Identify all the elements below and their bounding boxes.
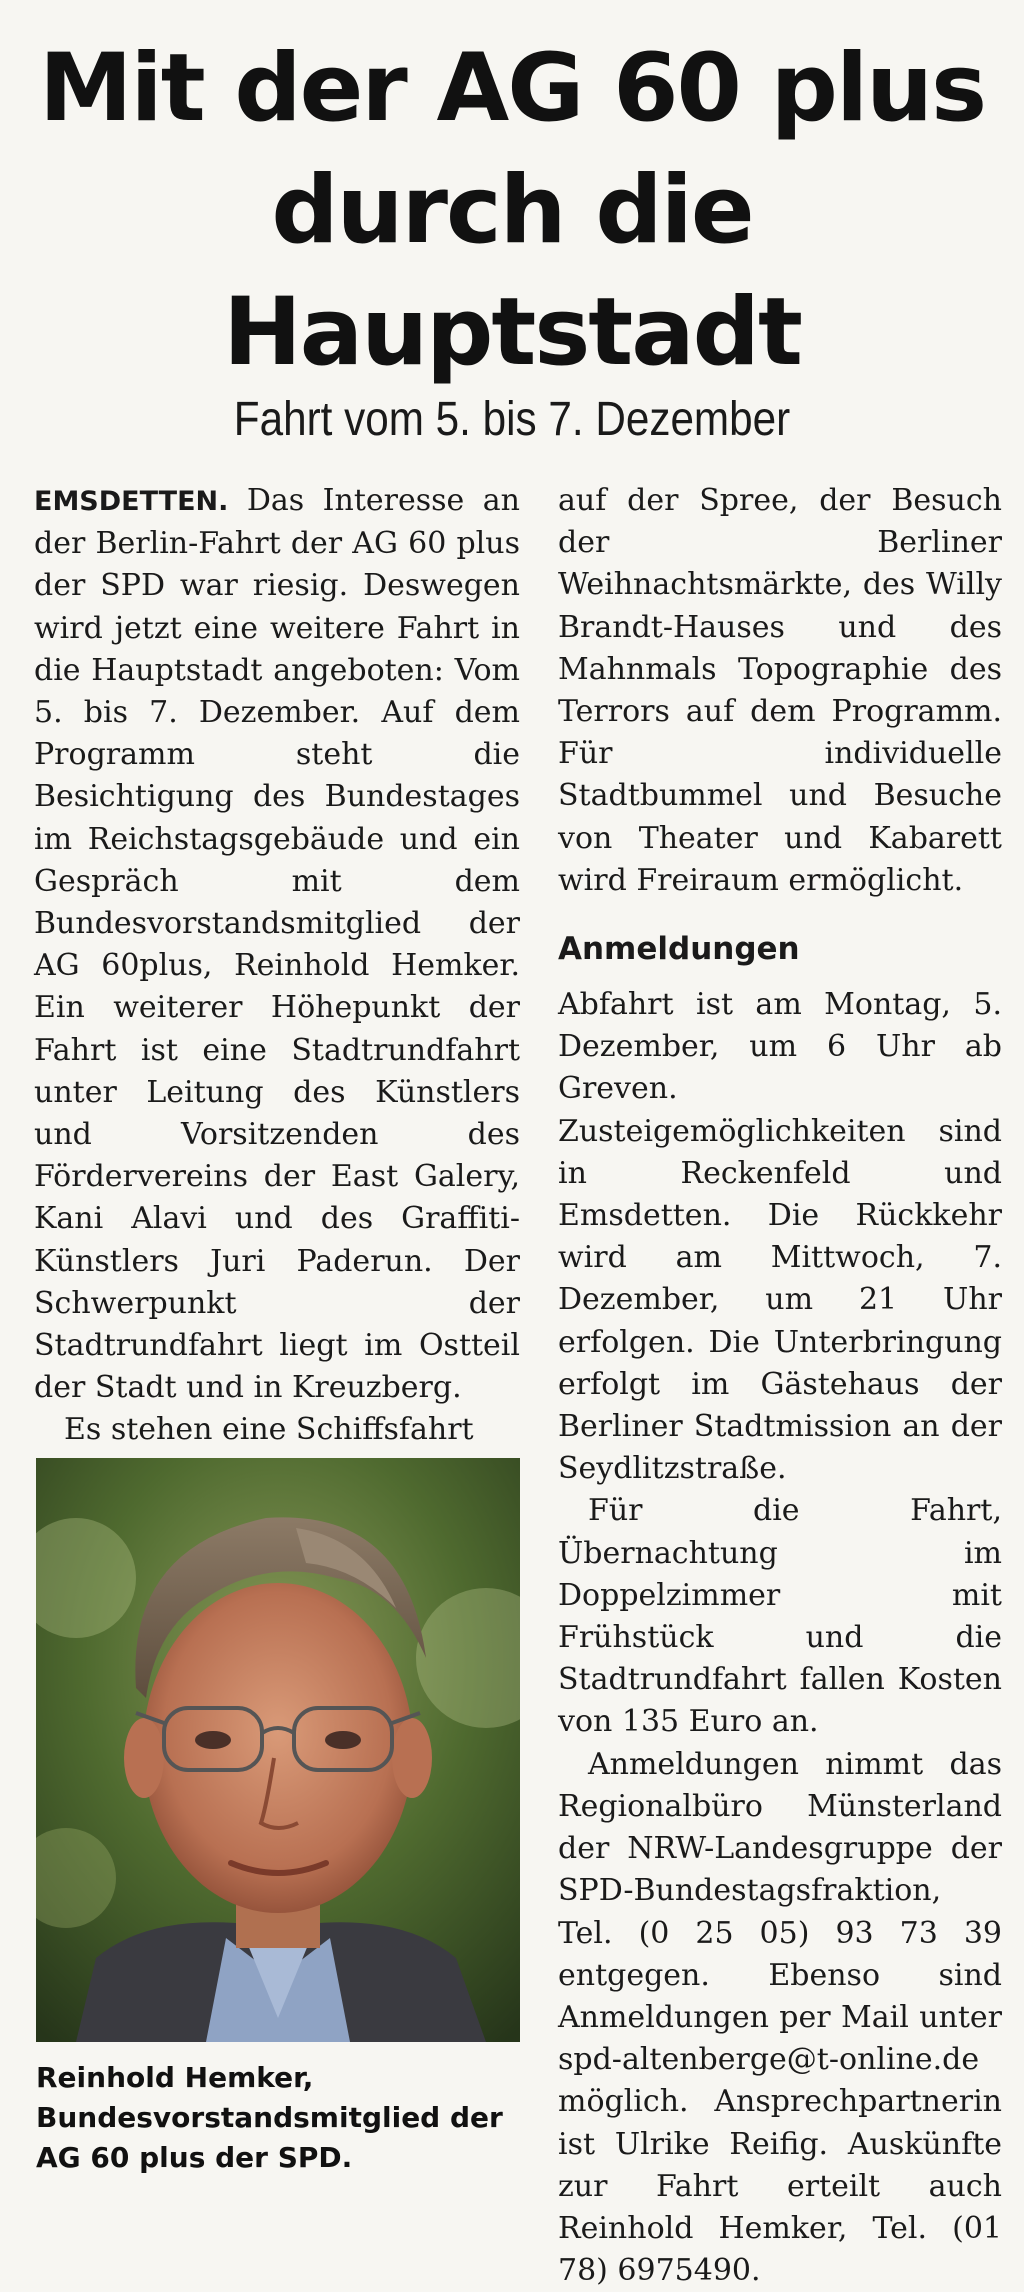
article-subheadline: Fahrt vom 5. bis 7. Dezember xyxy=(233,393,791,446)
photo-caption: Reinhold Hemker, Bundesvorstandsmitglied der AG 60 plus der SPD. xyxy=(36,2061,503,2174)
article-paragraph-2: Es stehen eine Schiffsfahrt xyxy=(64,1412,474,1448)
article-paragraph-6: Anmeldungen nimmt das Regionalbüro Münsterland der NRW-Landesgruppe der SPD-Bundestagsfraktion, Tel. (0 25 05) 93 73 39 entgegen. Ebenso sind Anmeldungen per Mail unter spd-altenberge@t-online.de möglich. Ansprechpartnerin ist Ulrike Reifig. Auskünfte zur Fahrt erteilt auch Reinhold Hemker, Tel. (01 78) 6975490. xyxy=(558,1746,1002,2289)
article-column-left xyxy=(34,480,520,1452)
headline-line-2: durch die xyxy=(271,156,753,265)
dateline: EMSDETTEN. xyxy=(34,486,229,517)
portrait-photo xyxy=(36,1458,520,2042)
section-heading-anmeldungen: Anmeldungen xyxy=(558,931,800,968)
headline-line-3: Hauptstadt xyxy=(223,278,801,387)
portrait-photo-icon xyxy=(36,1458,520,2042)
article-column-right xyxy=(558,480,1002,2292)
article-paragraph-5: Für die Fahrt, Übernachtung im Doppelzimmer mit Frühstück und die Stadtrundfahrt fallen Kosten von 135 Euro an. xyxy=(558,1493,1002,1740)
paragraph-1-text: Das Interesse an der Berlin-Fahrt der AG 60 plus der SPD war riesig. Deswegen wird jetzt eine weitere Fahrt in die Hauptstadt angeboten: Vom 5. bis 7. Dezember. Auf dem Programm steht die Besichtigung des Bundestages im Reichstagsgebäude und ein Gespräch mit dem Bundesvorstandsmitglied der AG 60plus, Reinhold Hemker. Ein weiterer Höhepunkt der Fahrt ist eine Stadtrundfahrt unter Leitung des Künstlers und Vorsitzenden des Fördervereins der East Galery, Kani Alavi und des Graffiti-Künstlers Juri Paderun. Der Schwerpunkt der Stadtrundfahrt liegt im Ostteil der Stadt und in Kreuzberg. xyxy=(34,483,520,1406)
article-paragraph-1 xyxy=(34,480,520,1409)
article-headline xyxy=(0,28,1024,394)
article-paragraph-3: auf der Spree, der Besuch der Berliner Weihnachtsmärkte, des Willy Brandt-Hauses und des Mahnmals Topographie des Terrors auf dem Programm. Für individuelle Stadtbummel und Besuche von Theater und Kabarett wird Freiraum ermöglicht. xyxy=(558,483,1002,898)
headline-line-1: Mit der AG 60 plus xyxy=(38,34,986,143)
article-paragraph-4: Abfahrt ist am Montag, 5. Dezember, um 6 Uhr ab Greven. Zusteigemöglichkeiten sind in Reckenfeld und Emsdetten. Die Rückkehr wird am Mittwoch, 7. Dezember, um 21 Uhr erfolgen. Die Unterbringung erfolgt im Gästehaus der Berliner Stadtmission an der Seydlitzstraße. xyxy=(558,987,1002,1487)
